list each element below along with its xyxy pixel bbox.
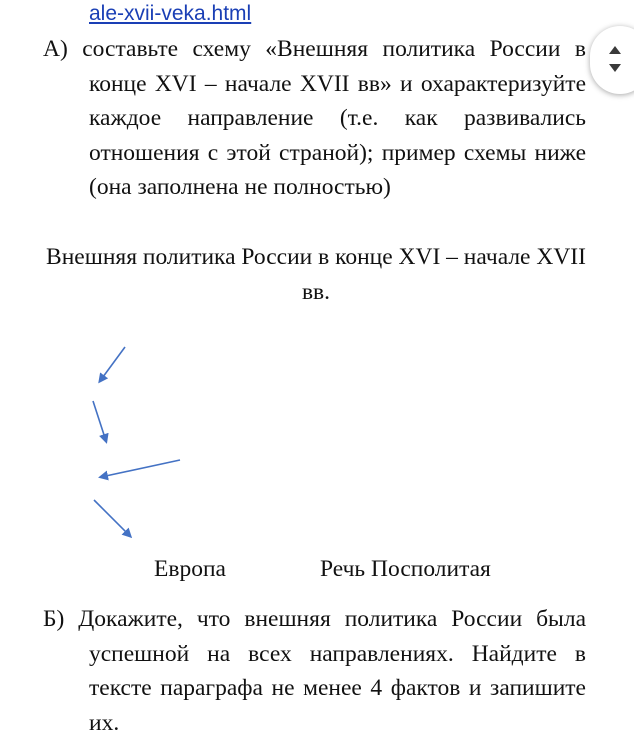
triangle-up-icon[interactable] <box>609 46 621 54</box>
source-link[interactable]: ale-xvii-veka.html <box>89 2 252 25</box>
triangle-down-icon[interactable] <box>609 64 621 72</box>
task-b-text: Б) Докажите, что внешняя политика России была успешной на всех направлениях. Найдите в тексте параграфа не менее 4 фактов и запишите их. <box>43 606 586 736</box>
country-rech-pospolitaya: Речь Посполитая <box>320 556 491 582</box>
scheme-arrow-2 <box>93 401 106 441</box>
country-europe: Европа <box>154 556 226 582</box>
scheme-arrow-4 <box>94 500 130 536</box>
scheme-title: Внешняя политика России в конце XVI – начале XVII вв. <box>46 244 586 305</box>
task-a-text: А) составьте схему «Внешняя политика России в конце XVI – начале XVII вв» и охарактеризуйте каждое направление (т.е. как развивались отношения с этой страной); пример схемы ниже (она заполнена не полностью) <box>43 36 586 200</box>
scroll-control[interactable] <box>590 26 634 94</box>
scheme-arrow-3 <box>101 460 180 477</box>
scheme-arrow-1 <box>100 347 125 381</box>
